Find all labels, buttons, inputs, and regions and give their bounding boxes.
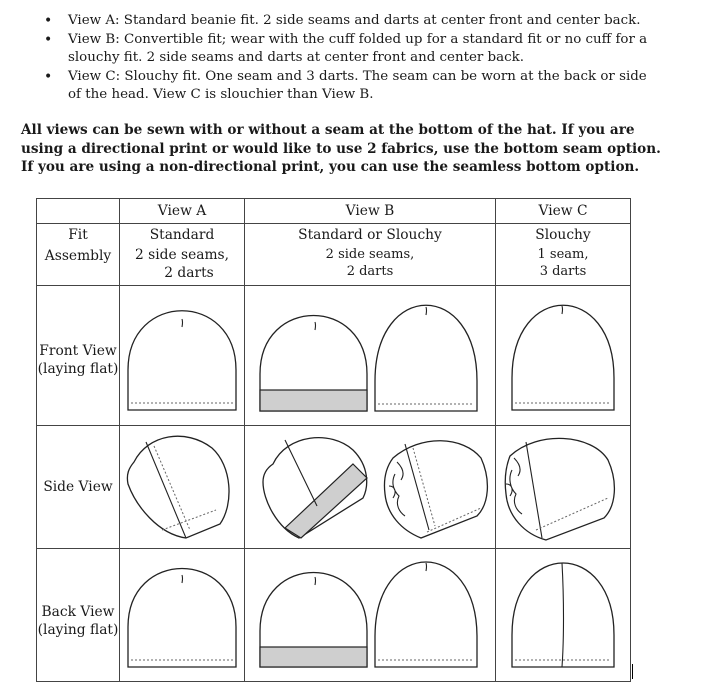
front-view-a-cell [120,286,245,426]
bullet-view-c-text: View C: Slouchy fit. One seam and 3 darts. The seam can be worn at the back or side of the head. View C is slouchier than View B. [68,68,647,102]
front-view-c-hat [496,286,630,421]
front-view-row [37,286,631,426]
side-view-a-hat [120,426,244,544]
front-view-b-slouchy-hat [375,305,477,411]
back-view-label-line1: Back View [41,604,115,620]
assembly-view-c [496,246,631,286]
assembly-view-a-line1: 2 side seams, [134,246,230,263]
seam-option-note: All views can be sewn with or without a seam at the bottom of the hat. If you are using a directional print or would like to use 2 fabrics, use the bottom seam option. If you are using a non-directional print, you can use the seamless bottom option. [21,122,661,175]
fit-view-b: Standard or Slouchy [245,224,496,246]
assembly-row [37,246,631,286]
front-view-c-cell [496,286,631,426]
back-view-label [37,549,120,682]
header-view-a: View A [120,199,245,224]
side-view-b-cell [245,426,496,549]
bullet-dot: • [44,13,53,29]
front-view-label-line1: Front View [39,342,117,359]
side-view-b-slouchy-hat [384,441,487,538]
header-view-c: View C [496,199,631,224]
back-view-b-cuffed-hat [260,573,367,668]
back-view-a-hat [120,549,244,677]
back-view-row [37,549,631,682]
assembly-label: Assembly [37,246,120,286]
bullet-dot: • [44,68,53,85]
fit-view-c: Slouchy [496,224,631,246]
side-view-row [37,426,631,549]
header-view-b: View B [245,199,496,224]
assembly-view-a [120,246,245,286]
corner-cell [37,199,120,224]
bullet-view-a [0,12,702,31]
fit-row [37,224,631,246]
back-view-b-cell [245,549,496,682]
front-view-b-cuffed-hat [260,316,367,412]
front-view-b-cell [245,286,496,426]
bullet-view-a-text: View A: Standard beanie fit. 2 side seams and darts at center front and center back. [68,13,641,28]
assembly-view-c-line2: 3 darts [539,263,587,279]
bullet-view-c [0,68,702,105]
assembly-view-b-line2: 2 darts [346,263,394,279]
view-comparison-table [36,198,631,682]
front-view-a-hat [120,286,244,421]
back-view-c-cell [496,549,631,682]
side-view-b-cuffed-hat [263,438,367,538]
side-view-c-cell [496,426,631,549]
back-view-c-hat [496,549,630,677]
front-view-label-line2: (laying flat) [37,360,119,377]
front-view-b-hats [245,286,495,421]
back-view-b-slouchy-hat [375,562,477,667]
back-view-a-cell [120,549,245,682]
side-view-b-hats [245,426,495,544]
front-view-label [37,286,120,426]
bullet-view-b [0,31,702,68]
assembly-view-a-line2: 2 darts [164,264,214,281]
text-cursor [632,664,633,679]
assembly-view-b-line1: 2 side seams, [325,246,415,262]
bullet-dot: • [44,31,53,48]
bullet-view-b-text: View B: Convertible fit; wear with the cuff folded up for a standard fit or no cuff for a slouchy fit. 2 side seams and darts at center front and center back. [68,31,648,65]
back-view-b-hats [245,549,495,677]
view-description-list [0,12,702,105]
fit-label: Fit [37,224,120,246]
back-view-label-line2: (laying flat) [37,622,119,638]
table-header-row [37,199,631,224]
side-view-label: Side View [37,426,120,549]
side-view-c-hat [496,426,630,544]
assembly-view-b [245,246,496,286]
side-view-a-cell [120,426,245,549]
fit-view-a: Standard [120,224,245,246]
assembly-view-c-line1: 1 seam, [537,246,589,262]
